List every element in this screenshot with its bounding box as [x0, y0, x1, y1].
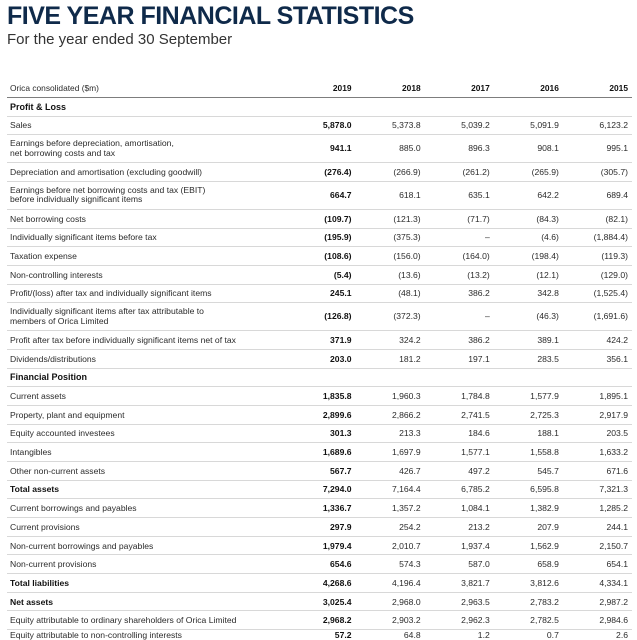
- value-cell-2018: 618.1: [356, 181, 425, 209]
- value-cell-2017: –: [425, 228, 494, 247]
- table-row: [7, 518, 632, 537]
- value-cell-2016: 1,577.9: [494, 387, 563, 406]
- value-cell-2018: 4,196.4: [356, 574, 425, 593]
- row-label: Equity attributable to ordinary shareholders of Orica Limited: [7, 611, 299, 630]
- value-cell-2015: 203.5: [563, 424, 632, 443]
- value-cell-2015: 654.1: [563, 555, 632, 574]
- row-label: Depreciation and amortisation (excluding goodwill): [7, 163, 299, 182]
- value-cell-2017: 1,784.8: [425, 387, 494, 406]
- value-cell-2015: (1,691.6): [563, 303, 632, 331]
- row-label: Total assets: [7, 480, 299, 499]
- value-cell-2016: (46.3): [494, 303, 563, 331]
- value-cell-2019: 57.2: [334, 630, 352, 640]
- table-row: [7, 209, 632, 228]
- table-row: [7, 574, 632, 593]
- value-cell-2018: 426.7: [356, 461, 425, 480]
- value-cell-2018: 5,373.8: [356, 116, 425, 135]
- value-cell-2018: 2,010.7: [356, 536, 425, 555]
- row-label: Current assets: [7, 387, 299, 406]
- value-cell-2017: 587.0: [425, 555, 494, 574]
- value-cell-2018: 885.0: [356, 135, 425, 163]
- row-label: Other non-current assets: [7, 461, 299, 480]
- table-row: [7, 555, 632, 574]
- table-row: [7, 499, 632, 518]
- value-cell-2015: (119.3): [563, 247, 632, 266]
- value-cell-2019: 7,294.0: [299, 480, 355, 499]
- value-cell-2015: (82.1): [563, 209, 632, 228]
- value-cell-2016: 545.7: [494, 461, 563, 480]
- value-cell-2016: 642.2: [494, 181, 563, 209]
- value-cell-2017: 896.3: [425, 135, 494, 163]
- table-row: [7, 461, 632, 480]
- value-cell-2015: 2,984.6: [563, 611, 632, 630]
- value-cell-2016: 1,562.9: [494, 536, 563, 555]
- value-cell-2015: (129.0): [563, 265, 632, 284]
- value-cell-2017: 386.2: [425, 331, 494, 350]
- value-cell-2018: 1,357.2: [356, 499, 425, 518]
- value-cell-2019: 4,268.6: [299, 574, 355, 593]
- value-cell-2015: 2,917.9: [563, 405, 632, 424]
- value-cell-2017: 197.1: [425, 350, 494, 369]
- value-cell-2015: 689.4: [563, 181, 632, 209]
- value-cell-2017: 1,084.1: [425, 499, 494, 518]
- value-cell-2017: 386.2: [425, 284, 494, 303]
- value-cell-2016: 0.7: [546, 630, 559, 640]
- value-cell-2015: 1,895.1: [563, 387, 632, 406]
- table-row: [7, 265, 632, 284]
- value-cell-2015: (1,884.4): [563, 228, 632, 247]
- row-label: Current provisions: [7, 518, 299, 537]
- row-label: Individually significant items after tax attributable to members of Orica Limited: [7, 303, 299, 331]
- financial-statistics-table: [7, 79, 632, 640]
- table-body: [7, 79, 632, 640]
- value-cell-2016: 2,783.2: [494, 592, 563, 611]
- table-row: [7, 387, 632, 406]
- value-cell-2018: 2,968.0: [356, 592, 425, 611]
- row-label: Equity attributable to non-controlling interests: [10, 630, 182, 640]
- value-cell-2017: 635.1: [425, 181, 494, 209]
- section-header-row: [7, 98, 632, 117]
- value-cell-2018: (266.9): [356, 163, 425, 182]
- table-row: [7, 480, 632, 499]
- row-label: Earnings before net borrowing costs and tax (EBIT) before individually significant items: [7, 181, 299, 209]
- table-row: [7, 135, 632, 163]
- value-cell-2015: 671.6: [563, 461, 632, 480]
- row-label: Total liabilities: [7, 574, 299, 593]
- table-row: [7, 424, 632, 443]
- value-cell-2018: 324.2: [356, 331, 425, 350]
- value-cell-2015: 424.2: [563, 331, 632, 350]
- value-cell-2019: (109.7): [299, 209, 355, 228]
- value-cell-2018: (13.6): [356, 265, 425, 284]
- row-label: Profit/(loss) after tax and individually significant items: [7, 284, 299, 303]
- page-subtitle: For the year ended 30 September: [7, 31, 233, 48]
- value-cell-2018: 64.8: [403, 630, 421, 640]
- value-cell-2016: 283.5: [494, 350, 563, 369]
- table-row: [7, 592, 632, 611]
- value-cell-2015: (305.7): [563, 163, 632, 182]
- value-cell-2019: 371.9: [299, 331, 355, 350]
- value-cell-2017: 2,962.3: [425, 611, 494, 630]
- value-cell-2016: 2,725.3: [494, 405, 563, 424]
- value-cell-2017: 5,039.2: [425, 116, 494, 135]
- year-header: 2018: [356, 79, 425, 98]
- value-cell-2015: 1,633.2: [563, 443, 632, 462]
- row-label: Profit after tax before individually significant items net of tax: [7, 331, 299, 350]
- value-cell-2016: (198.4): [494, 247, 563, 266]
- value-cell-2017: 213.2: [425, 518, 494, 537]
- table-row: [7, 611, 632, 630]
- value-cell-2019: 1,336.7: [299, 499, 355, 518]
- value-cell-2015: 4,334.1: [563, 574, 632, 593]
- value-cell-2017: 1.2: [477, 630, 490, 640]
- row-label: Individually significant items before tax: [7, 228, 299, 247]
- value-cell-2019: 1,835.8: [299, 387, 355, 406]
- value-cell-2018: 2,903.2: [356, 611, 425, 630]
- value-cell-2016: (84.3): [494, 209, 563, 228]
- value-cell-2015: 6,123.2: [563, 116, 632, 135]
- row-label: Intangibles: [7, 443, 299, 462]
- value-cell-2019: 5,878.0: [299, 116, 355, 135]
- value-cell-2019: (276.4): [299, 163, 355, 182]
- row-label: Non-current borrowings and payables: [7, 536, 299, 555]
- value-cell-2019: 297.9: [299, 518, 355, 537]
- value-cell-2017: 1,577.1: [425, 443, 494, 462]
- value-cell-2019: (5.4): [299, 265, 355, 284]
- table-row: [7, 163, 632, 182]
- value-cell-2019: 301.3: [299, 424, 355, 443]
- value-cell-2015: 2,987.2: [563, 592, 632, 611]
- row-label: Current borrowings and payables: [7, 499, 299, 518]
- table-row: [7, 247, 632, 266]
- year-header: 2019: [299, 79, 355, 98]
- value-cell-2019: 567.7: [299, 461, 355, 480]
- value-cell-2017: 6,785.2: [425, 480, 494, 499]
- header-label: Orica consolidated ($m): [7, 79, 299, 98]
- value-cell-2018: 2,866.2: [356, 405, 425, 424]
- table-row: [7, 630, 632, 640]
- year-header: 2017: [425, 79, 494, 98]
- value-cell-2016: (4.6): [494, 228, 563, 247]
- section-title: Financial Position: [7, 368, 632, 387]
- year-header: 2016: [494, 79, 563, 98]
- value-cell-2016: 342.8: [494, 284, 563, 303]
- value-cell-2017: 184.6: [425, 424, 494, 443]
- value-cell-2017: 1,937.4: [425, 536, 494, 555]
- value-cell-2016: 207.9: [494, 518, 563, 537]
- value-cell-2019: 941.1: [299, 135, 355, 163]
- value-cell-2015: 356.1: [563, 350, 632, 369]
- table-row: [7, 443, 632, 462]
- value-cell-2015: (1,525.4): [563, 284, 632, 303]
- value-cell-2018: (156.0): [356, 247, 425, 266]
- table-row: [7, 536, 632, 555]
- value-cell-2016: 188.1: [494, 424, 563, 443]
- value-cell-2016: 6,595.8: [494, 480, 563, 499]
- value-cell-2019: (108.6): [299, 247, 355, 266]
- table-row: [7, 284, 632, 303]
- value-cell-2017: (164.0): [425, 247, 494, 266]
- value-cell-2017: (71.7): [425, 209, 494, 228]
- value-cell-2017: 2,963.5: [425, 592, 494, 611]
- table-row: [7, 181, 632, 209]
- page-title: FIVE YEAR FINANCIAL STATISTICS: [7, 2, 414, 30]
- value-cell-2018: 254.2: [356, 518, 425, 537]
- value-cell-2016: 658.9: [494, 555, 563, 574]
- value-cell-2018: 213.3: [356, 424, 425, 443]
- value-cell-2017: –: [425, 303, 494, 331]
- financial-statistics-table-wrapper: [7, 79, 632, 640]
- value-cell-2018: 574.3: [356, 555, 425, 574]
- value-cell-2019: (126.8): [299, 303, 355, 331]
- value-cell-2016: (12.1): [494, 265, 563, 284]
- row-label: Net assets: [7, 592, 299, 611]
- value-cell-2017: (261.2): [425, 163, 494, 182]
- value-cell-2015: 244.1: [563, 518, 632, 537]
- value-cell-2019: 203.0: [299, 350, 355, 369]
- value-cell-2019: 3,025.4: [299, 592, 355, 611]
- value-cell-2019: 245.1: [299, 284, 355, 303]
- value-cell-2018: (372.3): [356, 303, 425, 331]
- row-label: Net borrowing costs: [7, 209, 299, 228]
- value-cell-2016: 389.1: [494, 331, 563, 350]
- value-cell-2019: 654.6: [299, 555, 355, 574]
- row-label: Non-controlling interests: [7, 265, 299, 284]
- value-cell-2019: 2,899.6: [299, 405, 355, 424]
- year-header: 2015: [563, 79, 632, 98]
- value-cell-2017: 2,741.5: [425, 405, 494, 424]
- value-cell-2016: 3,812.6: [494, 574, 563, 593]
- value-cell-2017: 3,821.7: [425, 574, 494, 593]
- value-cell-2018: 181.2: [356, 350, 425, 369]
- value-cell-2019: 664.7: [299, 181, 355, 209]
- value-cell-2017: 497.2: [425, 461, 494, 480]
- row-label: Non-current provisions: [7, 555, 299, 574]
- table-row: [7, 303, 632, 331]
- section-header-row: [7, 368, 632, 387]
- value-cell-2018: 1,697.9: [356, 443, 425, 462]
- section-title: Profit & Loss: [7, 98, 632, 117]
- value-cell-2018: 7,164.4: [356, 480, 425, 499]
- row-label: Taxation expense: [7, 247, 299, 266]
- value-cell-2016: 1,382.9: [494, 499, 563, 518]
- row-label: Dividends/distributions: [7, 350, 299, 369]
- value-cell-2015: 2.6: [616, 630, 628, 640]
- row-label: Property, plant and equipment: [7, 405, 299, 424]
- value-cell-2015: 7,321.3: [563, 480, 632, 499]
- value-cell-2016: 1,558.8: [494, 443, 563, 462]
- value-cell-2019: 1,979.4: [299, 536, 355, 555]
- table-row: [7, 228, 632, 247]
- value-cell-2016: (265.9): [494, 163, 563, 182]
- value-cell-2018: (121.3): [356, 209, 425, 228]
- value-cell-2018: 1,960.3: [356, 387, 425, 406]
- table-header-row: [7, 79, 632, 98]
- value-cell-2015: 995.1: [563, 135, 632, 163]
- value-cell-2018: (48.1): [356, 284, 425, 303]
- value-cell-2019: 2,968.2: [299, 611, 355, 630]
- table-row: [7, 405, 632, 424]
- value-cell-2017: (13.2): [425, 265, 494, 284]
- value-cell-2019: 1,689.6: [299, 443, 355, 462]
- value-cell-2016: 5,091.9: [494, 116, 563, 135]
- value-cell-2015: 1,285.2: [563, 499, 632, 518]
- value-cell-2018: (375.3): [356, 228, 425, 247]
- row-label: Equity accounted investees: [7, 424, 299, 443]
- table-row: [7, 116, 632, 135]
- row-label: Earnings before depreciation, amortisation, net borrowing costs and tax: [7, 135, 299, 163]
- value-cell-2015: 2,150.7: [563, 536, 632, 555]
- value-cell-2019: (195.9): [299, 228, 355, 247]
- row-label: Sales: [7, 116, 299, 135]
- value-cell-2016: 908.1: [494, 135, 563, 163]
- table-row: [7, 331, 632, 350]
- table-row: [7, 350, 632, 369]
- value-cell-2016: 2,782.5: [494, 611, 563, 630]
